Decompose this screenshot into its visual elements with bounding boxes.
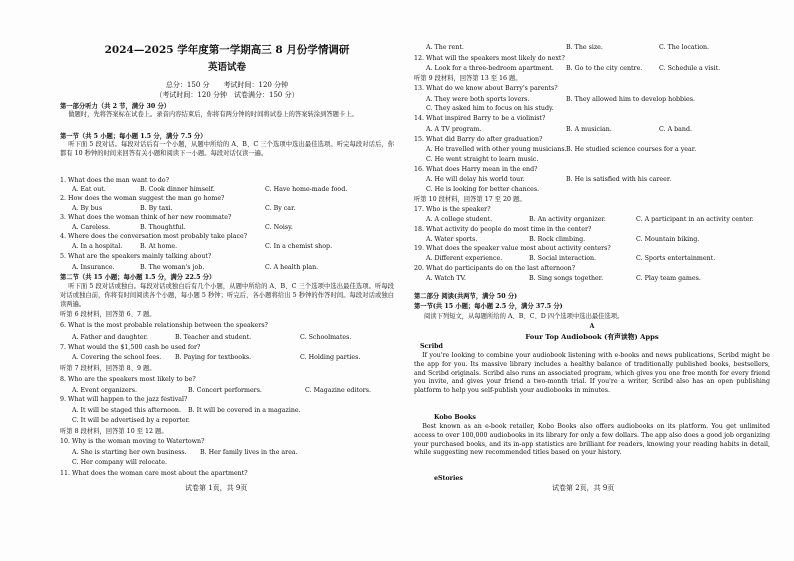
q7-option-c: C. Holding parties. (300, 354, 361, 361)
q17-option-b: B. An activity organizer. (529, 216, 606, 223)
question-19: 19. What does the speaker value most about activity centers? (414, 245, 611, 252)
q4-option-a: A. In a hospital. (72, 243, 123, 250)
q10-option-c: C. Her company will relocate. (72, 459, 168, 466)
q5-option-b: B. The woman's job. (140, 264, 205, 271)
q15-option-c: C. He went straight to learn music. (426, 156, 539, 163)
q1-option-b: B. Cook dinner himself. (140, 186, 215, 193)
q7-option-a: A. Covering the school fees. (72, 354, 162, 361)
q14-option-c: C. A band. (659, 126, 693, 133)
q19-option-b: B. Social interaction. (529, 255, 597, 262)
question-13: 13. What do we know about Barry's parents? (414, 85, 558, 92)
q13-option-c: C. They asked him to focus on his study. (426, 105, 554, 112)
heading-kobo-books: Kobo Books (434, 414, 476, 421)
question-1: 1. What does the man want to do? (60, 177, 169, 184)
q2-option-a: A. By bus (72, 205, 103, 212)
q18-option-c: C. Mountain biking. (636, 236, 700, 243)
q20-option-c: C. Play team games. (636, 275, 701, 282)
question-3: 3. What does the woman think of her new roommate? (60, 214, 232, 221)
part2-section1-heading: 第一节(共 15 小题；每小题 2.5 分，满分 37.5 分) (414, 303, 563, 310)
q20-option-b: B. Sing songs together. (529, 275, 604, 282)
q17-option-a: A. A college student. (426, 216, 493, 223)
q6-option-b: B. Teacher and student. (175, 334, 252, 341)
passage-letter: A (589, 323, 595, 330)
question-7: 7. What would the $1,500 cash be used for? (60, 344, 201, 351)
material-10-note: 听第 10 段材料，回答第 17 至 20 题。 (414, 196, 526, 203)
q1-option-a: A. Eat out. (72, 186, 106, 193)
section2-instruction: 听下面 5 段对话或独白。每段对话或独白后有几个小题，从题中所给的 A、B、C 三个选项中选出最佳选项。听每段对话或独白前，你将有时间阅读各个小题，每小题 5 秒钟；听完后，各小题将给出 5 秒钟的作答时间。每段对话或独白读两遍。 (60, 283, 394, 308)
q19-option-a: A. Different experience. (426, 255, 503, 262)
q14-option-a: A. A TV program. (426, 126, 482, 133)
q11-option-a: A. The rent. (426, 44, 464, 51)
question-8: 8. Who are the speakers most likely to be? (60, 376, 196, 383)
question-5: 5. What are the speakers mainly talking about? (60, 253, 212, 260)
q16-option-c: C. He is looking for better chances. (426, 186, 540, 193)
left-column (60, 0, 394, 561)
q14-option-b: B. A musician. (566, 126, 612, 133)
q20-option-a: A. Watch TV. (426, 275, 466, 282)
q8-option-c: C. Magazine editors. (305, 387, 372, 394)
q13-option-a: A. They were both sports lovers. (426, 96, 530, 103)
part2-instruction: 阅读下列短文，从每题所给的 A、B、C、D 四个选项中选出最佳选项。 (424, 313, 624, 320)
question-20: 20. What do participants do on the last afternoon? (414, 265, 576, 272)
question-9: 9. What will happen to the jazz festival? (60, 396, 188, 403)
q16-option-a: A. He will delay his world tour. (426, 176, 525, 183)
question-11: 11. What does the woman care most about the apartment? (60, 470, 248, 477)
material-7-note: 听第 7 段材料，回答第 8、9 题。 (60, 365, 156, 372)
q17-option-c: C. A participant in an activity center. (636, 216, 754, 223)
q15-option-a: A. He travelled with other young musicians. (426, 146, 567, 153)
q8-option-b: B. Concert performers. (188, 387, 262, 394)
q6-option-a: A. Father and daughter. (72, 334, 148, 341)
q18-option-a: A. Water sports. (426, 236, 478, 243)
q5-option-a: A. Insurance. (72, 264, 115, 271)
q10-option-b: B. Her family lives in the area. (200, 449, 298, 456)
exam-subtitle: 英语试卷 (207, 62, 246, 73)
q6-option-c: C. Schoolmates. (300, 334, 352, 341)
material-6-note: 听第 6 段材料，回答第 6、7 题。 (60, 311, 156, 318)
q2-option-b: B. By taxi. (140, 205, 173, 212)
q3-option-c: C. Noisy. (265, 224, 293, 231)
material-9-note: 听第 9 段材料，回答第 13 至 16 题。 (414, 75, 522, 82)
q5-option-c: C. A health plan. (265, 264, 319, 271)
q13-option-b: B. They allowed him to develop hobbies. (566, 96, 696, 103)
q19-option-c: C. Sports entertainment. (636, 255, 716, 262)
exam-meta-1: 总分：150 分 考试时间：120 分钟 (165, 81, 289, 89)
q12-option-c: C. Schedule a visit. (659, 65, 721, 72)
q10-option-a: A. She is starting her own business. (72, 449, 187, 456)
heading-scribd: Scribd (420, 343, 443, 350)
q11-option-b: B. The size. (566, 44, 603, 51)
question-4: 4. Where does the conversation most probably take place? (60, 233, 248, 240)
q8-option-a: A. Event organizers. (72, 387, 137, 394)
q4-option-b: B. At home. (140, 243, 178, 250)
q1-option-c: C. Have home-made food. (265, 186, 348, 193)
q16-option-b: B. He is satisfied with his career. (566, 176, 672, 183)
question-17: 17. Who is the speaker? (414, 206, 491, 213)
page-footer-2: 试卷第 2页，共 9页 (552, 484, 615, 492)
part2-heading: 第二部分 阅读(共两节，满分 50 分) (414, 293, 518, 300)
q4-option-c: C. In a chemist shop. (265, 243, 333, 250)
q15-option-b: B. He studied science courses for a year. (566, 146, 697, 153)
page-footer-1: 试卷第 1页，共 9页 (185, 484, 248, 492)
section1-heading: 第一节（共 5 小题；每小题 1.5 分，满分 7.5 分） (60, 133, 207, 140)
section2-heading: 第二节（共 15 小题；每小题 1.5 分，满分 22.5 分） (60, 274, 216, 281)
q3-option-b: B. Thoughtful. (140, 224, 186, 231)
q2-option-c: C. By car. (265, 205, 296, 212)
question-6: 6. What is the most probable relationship between the speakers? (60, 322, 268, 329)
q7-option-b: B. Paying for textbooks. (175, 354, 252, 361)
part1-heading: 第一部分听力（共 2 节，满分 30 分） (60, 103, 171, 110)
q12-option-a: A. Look for a three-bedroom apartment. (426, 65, 554, 72)
question-15: 15. What did Barry do after graduation? (414, 136, 543, 143)
part1-instruction: 做题时，先将答案标在试卷上。录音内容结束后，你将有两分钟的时间将试卷上的答案转涂到答题卡上。 (68, 111, 358, 118)
q11-option-c: C. The location. (659, 44, 710, 51)
section1-instruction: 听下面 5 段对话。每段对话后有一个小题，从题中所给的 A、B、C 三个选项中选出最佳选项。听完每段对话后，你都有 10 秒钟的时间来回答有关小题和阅读下一小题。每段对话仅读一遍。 (60, 141, 394, 157)
question-2: 2. How does the woman suggest the man go home? (60, 195, 225, 202)
q9-option-b: B. It will be covered in a magazine. (188, 407, 301, 414)
passage-title: Four Top Audiobook (有声读物) Apps (525, 333, 659, 341)
heading-estories: eStories (434, 475, 463, 482)
question-18: 18. What activity do people do most time in the center? (414, 226, 592, 233)
kobo-paragraph: Best known as an e-book retailer, Kobo Books also offers audiobooks on its platform. You get unlimited access to over 100,000 audiobooks in its library for only a few dollars. The app also does a good job organizing your purchased books, and its in-app statistics are brilliant for readers, knowing your reading habits in detail, while suggesting new recommended titles based on your history. (414, 423, 770, 457)
scribd-paragraph: If you're looking to combine your audiobook listening with e-books and news publications, Scribd might be the app for you. Its massive library includes a healthy balance of traditionally published books, bestsellers, and Scribd originals. Scribd also runs an associated program, which gives you one free month for every friend you invite, and gives your friend a two-month trial. If you're a writer, Scribd also has an open publishing platform to help you self-publish your audiobooks in minutes. (414, 352, 770, 395)
q9-option-c: C. It will be advertised by a reporter. (72, 417, 190, 424)
exam-title: 2024—2025 学年度第一学期高三 8 月份学情调研 (104, 44, 350, 56)
q12-option-b: B. Go to the city centre. (566, 65, 643, 72)
q3-option-a: A. Careless. (72, 224, 111, 231)
question-16: 16. What does Harry mean in the end? (414, 166, 538, 173)
question-10: 10. Why is the woman moving to Watertown? (60, 438, 205, 445)
material-8-note: 听第 8 段材料，回答第 10 至 12 题。 (60, 428, 168, 435)
question-14: 14. What inspired Barry to be a violinist? (414, 115, 546, 122)
right-column (414, 0, 770, 561)
q18-option-b: B. Rock climbing. (529, 236, 586, 243)
question-12: 12. What will the speakers most likely do next? (414, 55, 565, 62)
exam-meta-2: （考试时间：120 分钟 试卷满分：150 分） (155, 91, 299, 99)
q9-option-a: A. It will be staged this afternoon. (72, 407, 181, 414)
